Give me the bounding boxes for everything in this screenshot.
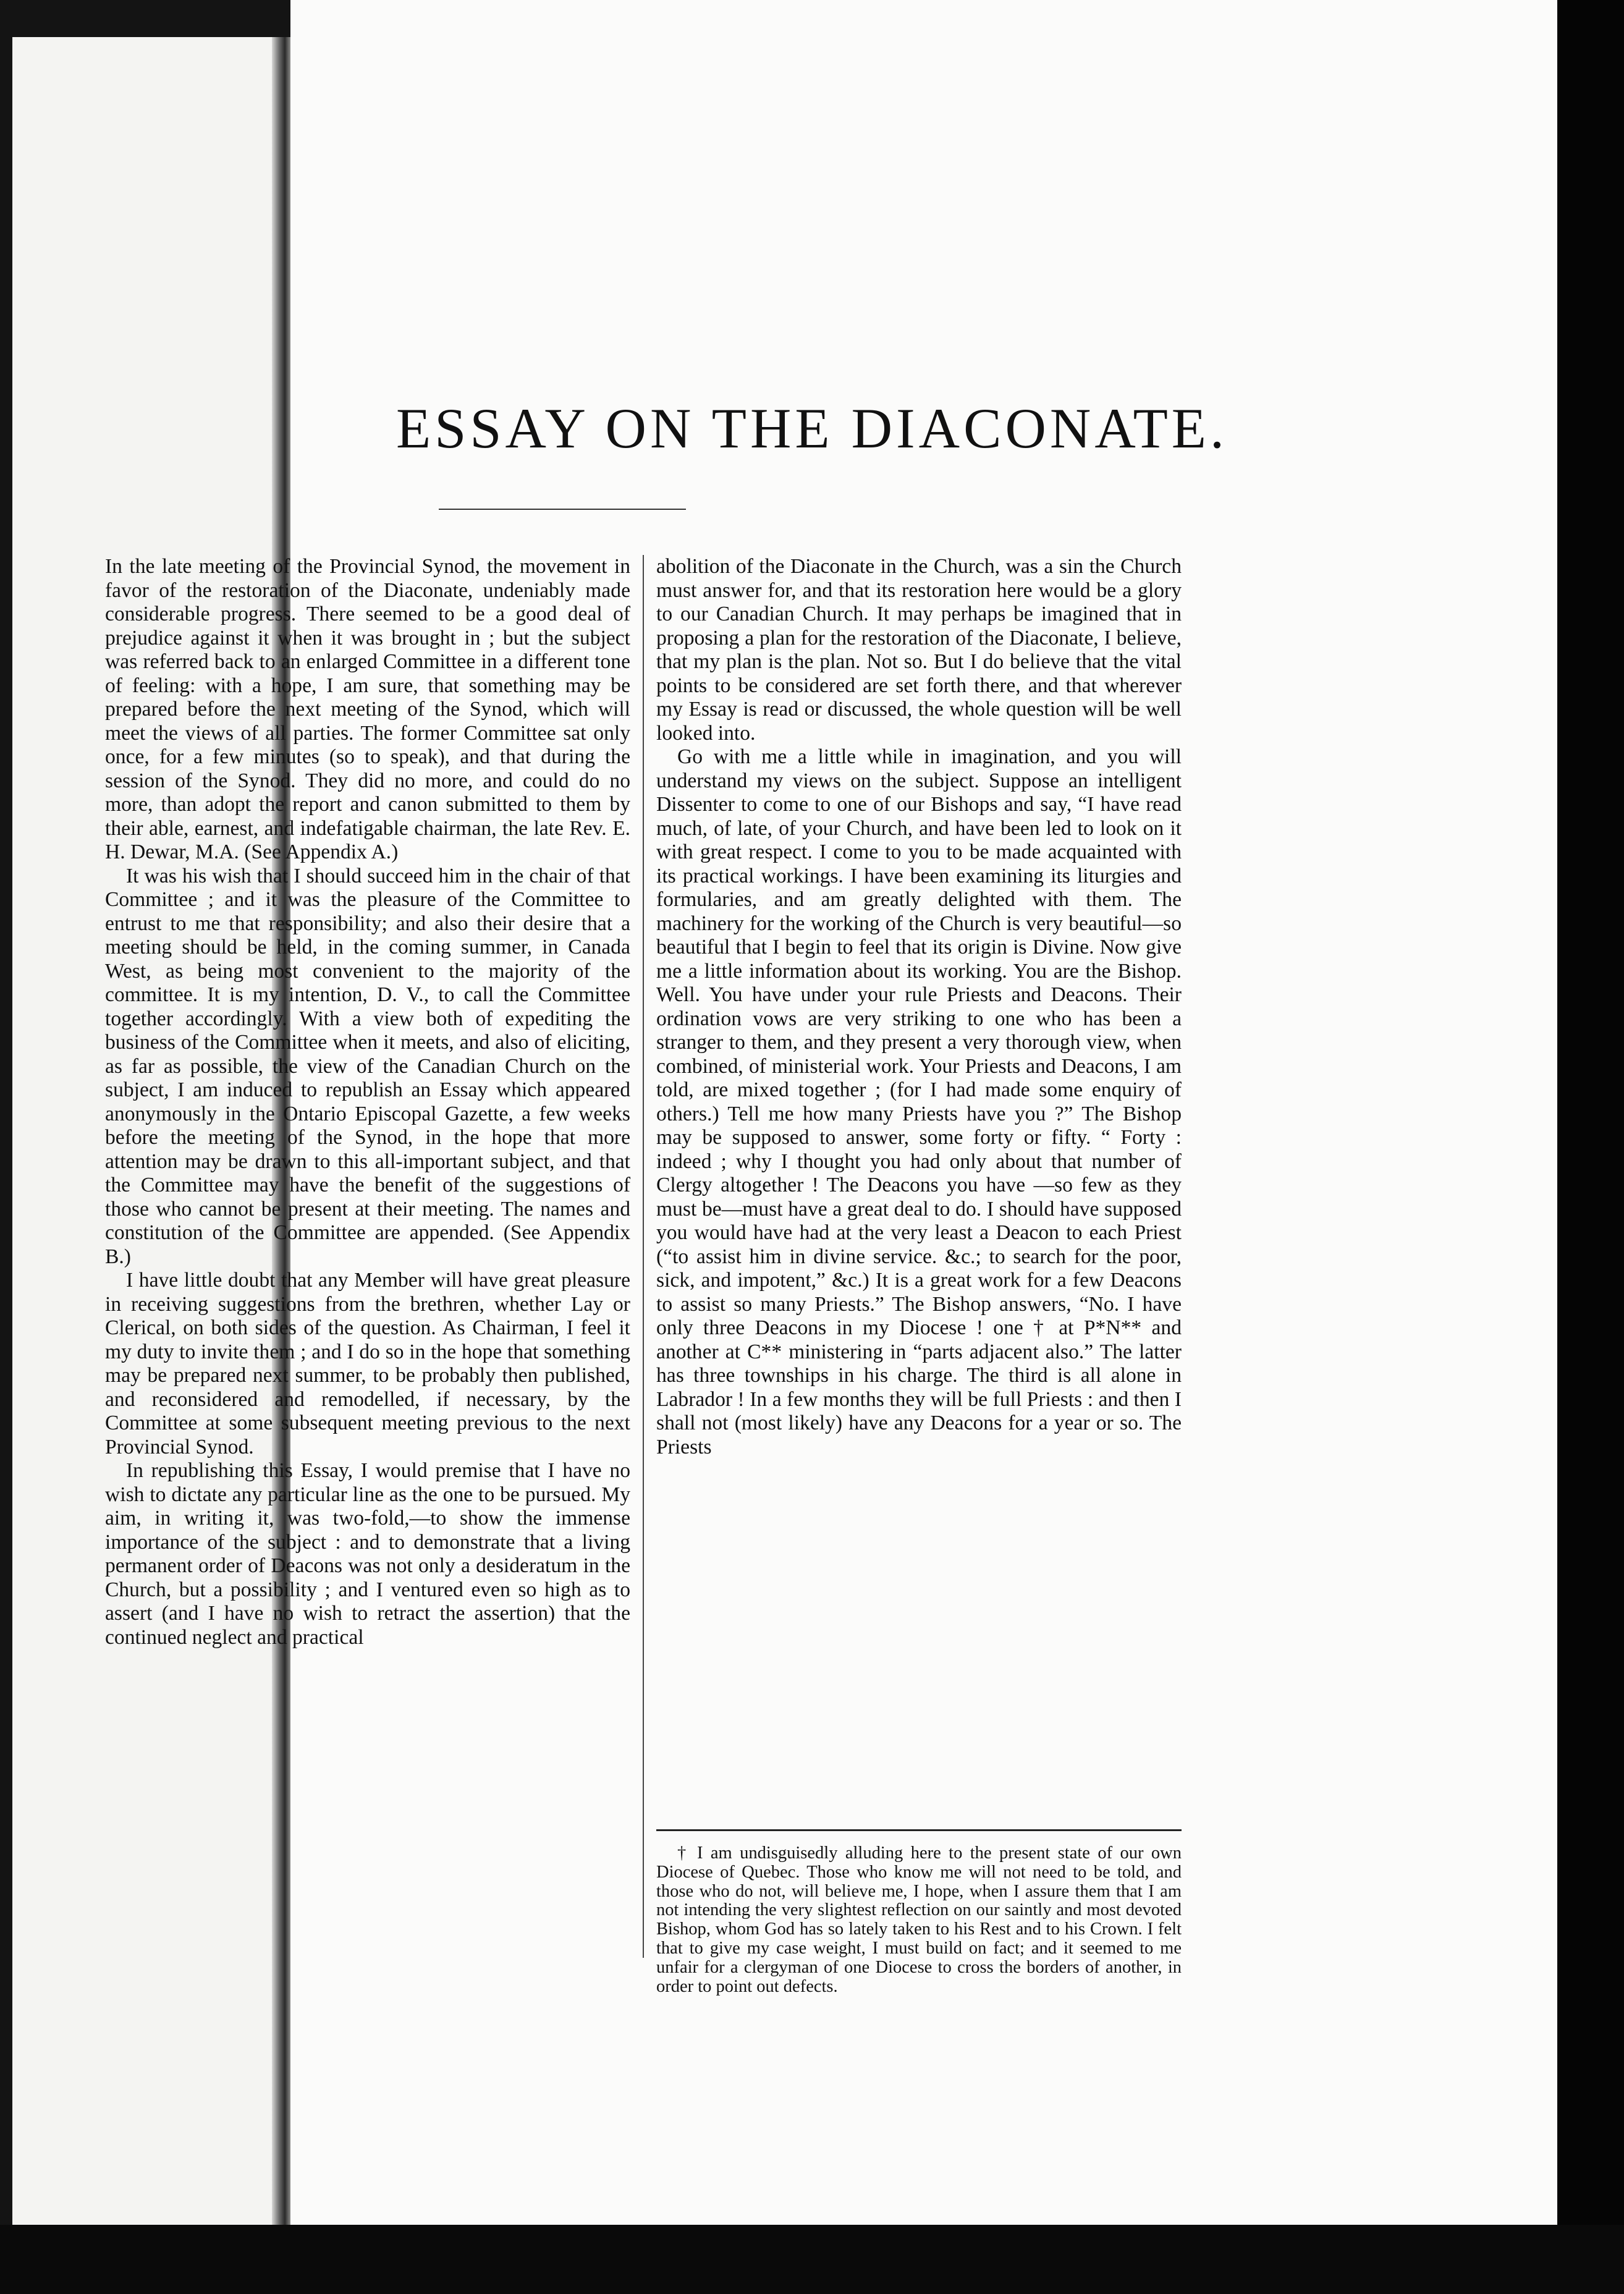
paragraph: I have little doubt that any Member will have great pleasure in receiving suggestions from the brethren, whether Lay or Clerical, on both sides of the question. As Chairman, I feel it my duty to invite them ; and I do so in the hope that something may be prepared next summer, to be probably then published, and reconsidered and remodelled, if necessary, by the Committee at some subsequent meeting previous to the next Provincial Synod. bbox=[105, 1269, 630, 1458]
scan-border-bottom bbox=[0, 2225, 1624, 2294]
paragraph: abolition of the Diaconate in the Church, was a sin the Church must answer for, and that its restoration here would be a glory to our Canadian Church. It may perhaps be imagined that in proposing a plan for the restoration of the Diaconate, I believe, that my plan is the plan. Not so. But I do believe that the vital points to be considered are set forth there, and that wherever my Essay is read or discussed, the whole question will be well looked into. bbox=[656, 555, 1182, 745]
footnote bbox=[656, 1844, 1182, 1996]
footnote-rule bbox=[656, 1829, 1182, 1831]
footnote-text: † I am undisguisedly alluding here to the present state of our own Diocese of Quebec. Those who know me will not need to be told, and those who do not, will believe me, I hope, when I assure them that I am not intending the very slightest reflection on our saintly and most devoted Bishop, whom God has so lately taken to his Rest and to his Crown. I felt that to give my case weight, I must build on fact; and it seemed to me unfair for a clergyman of one Diocese to cross the borders of another, in order to point out defects. bbox=[656, 1843, 1182, 1996]
column-rule bbox=[643, 555, 644, 1958]
page-title: ESSAY ON THE DIACONATE. bbox=[396, 397, 1228, 460]
scan-border-right bbox=[1557, 0, 1624, 2294]
title-rule bbox=[439, 509, 686, 510]
paragraph: It was his wish that I should succeed him in the chair of that Committee ; and it was the pleasure of the Committee to entrust to me that responsibility; and also their desire that a meeting should be held, in the coming summer, in Canada West, as being most convenient to the majority of the committee. It is my intention, D. V., to call the Committee together accordingly. With a view both of expediting the business of the Committee when it meets, and also of eliciting, as far as possible, the view of the Canadian Church on the subject, I am induced to republish an Essay which appeared anonymously in the Ontario Episcopal Gazette, a few weeks before the meeting of the Synod, in the hope that more attention may be drawn to this all-important subject, and that the Committee may have the benefit of the suggestions of those who cannot be present at their meeting. The names and constitution of the Committee are appended. (See Appendix B.) bbox=[105, 864, 630, 1268]
paragraph: In the late meeting of the Provincial Synod, the movement in favor of the restoration of the Diaconate, undeniably made considerable progress. There seemed to be a good deal of prejudice against it when it was brought in ; but the subject was referred back to an enlarged Committee in a different tone of feeling: with a hope, I am sure, that something may be prepared before the next meeting of the Synod, which will meet the views of all parties. The former Committee sat only once, for a few minutes (so to speak), and that during the session of the Synod. They did no more, and could do no more, than adopt the report and canon submitted to them by their able, earnest, and indefatigable chairman, the late Rev. E. H. Dewar, M.A. (See Appendix A.) bbox=[105, 555, 630, 863]
text-column-right bbox=[656, 555, 1182, 1459]
paragraph: Go with me a little while in imagination, and you will understand my views on the subject. Suppose an intelligent Dissenter to come to one of our Bishops and say, “I have read much, of late, of your Church, and have been led to look on it with great respect. I come to you to be made acquainted with its practical workings. I have been examining its liturgies and formularies, and am greatly delighted with them. The machinery for the working of the Church is very beautiful—so beautiful that I begin to feel that its origin is Divine. Now give me a little information about its working. You are the Bishop. Well. You have under your rule Priests and Deacons. Their ordination vows are very striking to one who has been a stranger to them, and they present a very thorough view, when combined, of ministerial work. Your Priests and Deacons, I am told, are mixed together ; (for I had made some enquiry of others.) Tell me how many Priests have you ?” The Bishop may be supposed to answer, some forty or fifty. “ Forty : indeed ; why I thought you had only about that number of Clergy altogether ! The Deacons you have —so few as they must be—must have a great deal to do. I should have supposed you would have had at the very least a Deacon to each Priest (“to assist him in divine service. &c.; to search for the poor, sick, and impotent,” &c.) It is a great work for a few Deacons to assist so many Priests.” The Bishop answers, “No. I have only three Deacons in my Diocese ! one † at P*N** and another at C** ministering in “parts adjacent also.” The latter has three townships in his charge. The third is all alone in Labrador ! In a few months they will be full Priests : and then I shall not (most likely) have any Deacons for a year or so. The Priests bbox=[656, 745, 1182, 1458]
paragraph: In republishing this Essay, I would premise that I have no wish to dictate any particular line as the one to be pursued. My aim, in writing it, was two-fold,—to show the immense importance of the subject : and to demonstrate that a living permanent order of Deacons was not only a desideratum in the Church, but a possibility ; and I ventured even so high as to assert (and I have no wish to retract the assertion) that the continued neglect and practical bbox=[105, 1459, 630, 1649]
text-column-left bbox=[105, 555, 630, 1649]
